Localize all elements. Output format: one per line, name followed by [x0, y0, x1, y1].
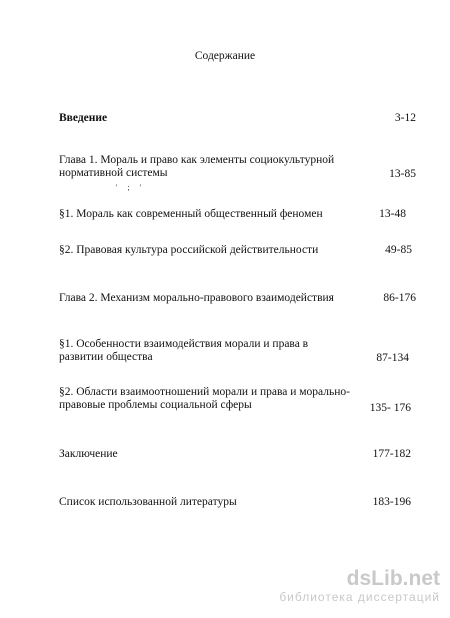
toc-entry-text: §1. Мораль как современный общественный феномен	[59, 208, 323, 220]
toc-entry-introduction	[59, 112, 416, 125]
stray-marks: ' ; '	[116, 183, 146, 192]
page-title: Содержание	[194, 50, 256, 62]
toc-entry-text: Введение	[59, 112, 108, 124]
toc-entry-pages: 135- 176	[369, 402, 411, 414]
toc-entry-chapter-2	[59, 292, 416, 305]
dslib-logo	[279, 568, 440, 590]
toc-entry-conclusion	[59, 448, 411, 461]
dslib-logo-left: dsLib	[346, 567, 403, 590]
toc-entry-pages: 183-196	[372, 496, 411, 508]
toc-entry-pages: 49-85	[385, 244, 412, 256]
toc-entry-text: §2. Правовая культура российской действительности	[59, 244, 319, 256]
toc-entry-text: §2. Области взаимоотношений морали и права и морально-правовые проблемы социальной сферы	[59, 386, 350, 411]
toc-entry-bibliography	[59, 496, 411, 509]
dslib-subtitle: библиотека диссертаций	[279, 590, 440, 604]
toc-entry-pages: 13-85	[389, 168, 416, 180]
toc-entry-section-2-1	[59, 338, 409, 364]
toc-entry-chapter-1	[59, 154, 416, 180]
dslib-logo-right: .net	[402, 567, 440, 590]
toc-entry-section-2-2	[59, 386, 411, 412]
toc-entry-text: §1. Особенности взаимодействия морали и права в развитии общества	[59, 338, 309, 363]
toc-entry-pages: 13-48	[379, 208, 406, 220]
toc-entry-section-1-2	[59, 244, 416, 257]
toc-entry-pages: 177-182	[372, 448, 411, 460]
toc-entry-pages: 86-176	[383, 292, 416, 304]
toc-entry-text: Заключение	[59, 448, 118, 460]
toc-entry-text: Глава 1. Мораль и право как элементы социокультурной нормативной системы	[59, 154, 335, 179]
toc-entry-pages: 3-12	[394, 112, 416, 124]
dslib-watermark	[279, 568, 440, 604]
toc-entry-pages: 87-134	[376, 352, 409, 364]
toc-entry-text: Список использованной литературы	[59, 496, 237, 508]
toc-entry-text: Глава 2. Механизм морально-правового взаимодействия	[59, 292, 334, 304]
toc-entry-section-1-1	[59, 208, 416, 221]
